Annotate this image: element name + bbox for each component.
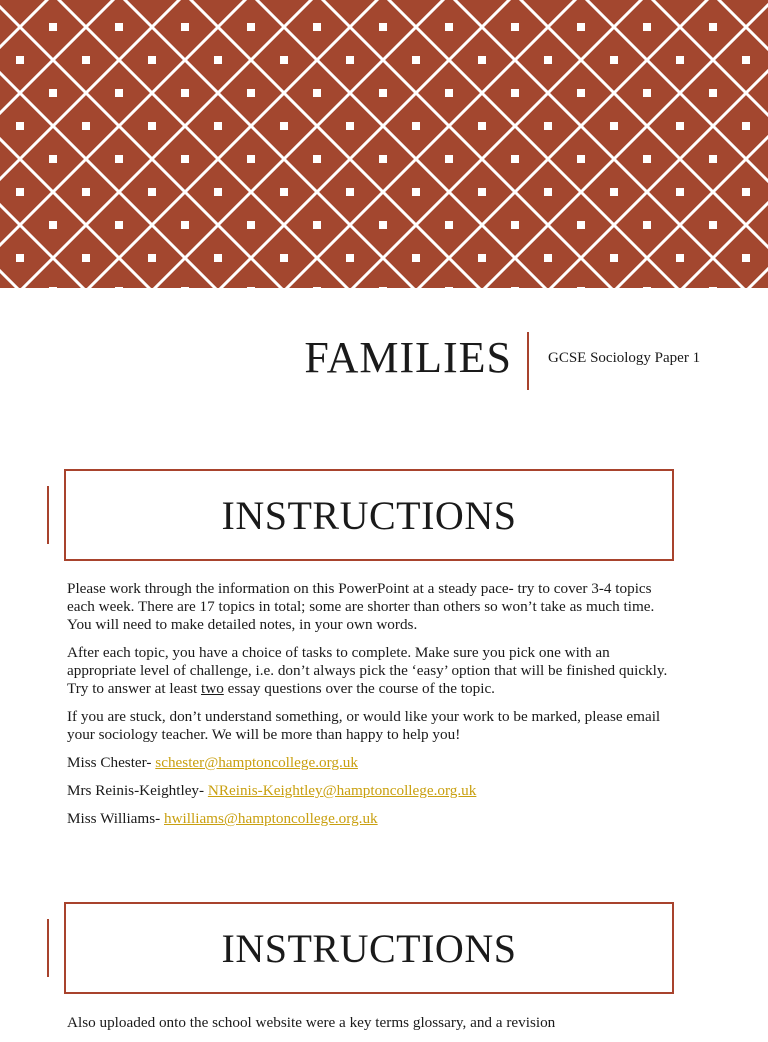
email-link[interactable]: schester@hamptoncollege.org.uk (155, 754, 358, 771)
contact-line (67, 754, 677, 772)
email-link[interactable]: NReinis-Keightley@hamptoncollege.org.uk (207, 782, 477, 799)
page-subtitle: GCSE Sociology Paper 1 (548, 350, 701, 366)
slide-heading: INSTRUCTIONS (221, 492, 517, 538)
contact-name: Mrs Reinis-Keightley- (67, 782, 208, 799)
slide-accent-bar (47, 919, 49, 977)
instruction-paragraph: If you are stuck, don’t understand something, or would like your work to be marked, please email your sociology teacher. We will be more than happy to help you! (67, 708, 661, 743)
underlined-word: two (201, 680, 224, 697)
page-title: FAMILIES (304, 333, 512, 382)
contact-name: Miss Chester- (67, 754, 156, 771)
slide-heading: INSTRUCTIONS (221, 925, 517, 971)
email-link[interactable]: hwilliams@hamptoncollege.org.uk (164, 810, 378, 827)
text-span: essay questions over the course of the topic. (223, 680, 495, 697)
text-span: After each topic, you have a choice of tasks to complete. Make sure you pick one with an appropriate level of challenge, i.e. don’t always pick the ‘easy’ option that will be finished quickly. Try to answer at least (67, 644, 668, 697)
slide-body (67, 1014, 677, 1042)
title-slide (0, 288, 768, 438)
contact-name: Miss Williams- (67, 810, 164, 827)
slide-heading-box (64, 902, 674, 994)
slide-body (67, 580, 677, 838)
slide-accent-bar (47, 486, 49, 544)
decorative-banner (0, 0, 768, 288)
slide-heading-box (64, 469, 674, 561)
contact-line (67, 810, 677, 828)
contact-line (67, 782, 677, 800)
title-divider (527, 332, 529, 390)
instruction-paragraph (67, 644, 677, 698)
diamond-pattern (0, 0, 768, 288)
instruction-paragraph: Please work through the information on this PowerPoint at a steady pace- try to cover 3-4 topics each week. There are 17 topics in total; some are shorter than others so won’t take as much time. You will need to make detailed notes, in your own words. (67, 580, 655, 633)
instruction-paragraph: Also uploaded onto the school website were a key terms glossary, and a revision (67, 1014, 556, 1031)
